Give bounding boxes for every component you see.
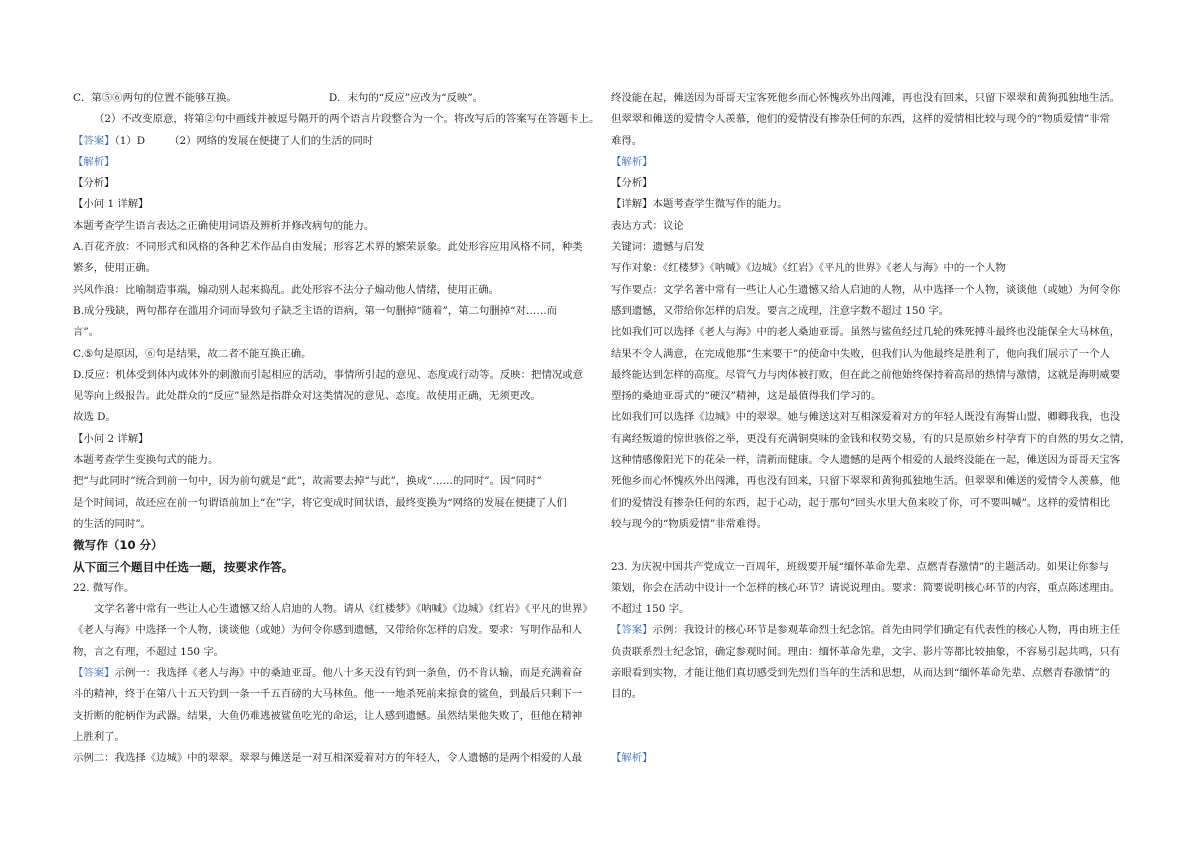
- answer-22-text: 斗的精神，终于在第八十五天钓到一条一千五百磅的大马林鱼。他一一地杀死前来掠食的鲨鱼，到最后只剩下一: [73, 688, 583, 701]
- answer-line: [73, 131, 603, 152]
- section-title: 微写作（10 分）: [73, 538, 163, 553]
- option-d: D．末句的“反应”应改为“反映”。: [328, 92, 484, 104]
- answer-22-text: 示例一：我选择《老人与海》中的桑迪亚哥。他八十多天没有钓到一条鱼，仍不肯认输，而是充满着奋: [114, 667, 583, 680]
- paragraph: 这种情感像阳光下的花朵一样，清新而健康。令人遗憾的是两个相爱的人最终没能在一起，傩送因为哥哥天宝客: [611, 454, 1121, 467]
- paragraph: 结果不令人满意，在完成他那“生来要干”的使命中失败，但我们认为他最终是胜利了，他向我们展示了一个人: [611, 347, 1110, 360]
- paragraph: 塑扬的桑迪亚哥式的“硬汉”精神，这是最值得我们学习的。: [611, 390, 882, 403]
- analysis-label: 【解析】: [611, 155, 653, 168]
- question-22-text: 《老人与海》中选择一个人物，谈谈他（或她）为何令你感到遗憾，又带给你怎样的启发。要求：写明作品和人: [73, 624, 583, 637]
- paragraph: D.反应：机体受到体内或体外的刺激而引起相应的活动，事情所引起的意见、态度或行动等。反映：把情况或意: [73, 368, 584, 381]
- paragraph: 们的爱情没有掺杂任何的东西，起于心动，起于那句“回头水里大鱼来咬了你，可不要叫喊”。这样的爱情相比: [611, 496, 1110, 509]
- paragraph: 是个时间词，故还应在前一句谓语前加上“在”字，将它变成时间状语，最终变换为“网络的发展在便捷了人们: [73, 496, 567, 509]
- paragraph: 死他乡而心怀愧疚外出闯滩，再也没有回来，只留下翠翠和黄狗孤独地生活。但翠翠和傩送的爱情令人羡慕，他: [611, 475, 1121, 488]
- answer-part-1: （1）D: [114, 134, 146, 147]
- paragraph: 故选 D。: [73, 411, 116, 424]
- paragraph: 兴风作浪：比喻制造事端，煽动别人起来捣乱。此处形容不法分子煽动他人情绪，使用正确。: [73, 283, 500, 296]
- left-column: [73, 88, 603, 770]
- question-23-text: 23. 为庆祝中国共产党成立一百周年，班级要开展“缅怀革命先辈、点燃青春激情”的主题活动。如果让你参与: [611, 560, 1110, 573]
- paragraph: 最终能达到怎样的高度。尽管气力与肉体被打败，但在此之前他始终保持着高昂的热情与激情，这就是海明威要: [611, 368, 1121, 381]
- section-instruction: 从下面三个题目中任选一题，按要求作答。: [73, 559, 294, 574]
- answer-part-2: （2）网络的发展在便捷了人们的生活的同时: [169, 134, 374, 147]
- answer-label: 【答案】: [611, 624, 653, 637]
- analysis-label: 【解析】: [611, 752, 653, 765]
- paragraph: 见等向上级报告。此处群众的“反应”显然是指群众对这类情况的意见、态度。故使用正确，无须更改。: [73, 390, 541, 403]
- option-c: C．第⑤⑥两句的位置不能够互换。: [73, 92, 237, 104]
- paragraph: 的生活的同时”。: [73, 517, 152, 530]
- question-22-text: 物，言之有理，不超过 150 字。: [73, 645, 225, 658]
- paragraph: A.百花齐放：不同形式和风格的各种艺术作品自由发展；形容艺术界的繁荣景象。此处形容应用风格不同，种类: [73, 241, 583, 254]
- right-column: [611, 88, 1141, 770]
- subquestion-1-heading: 【小问 1 详解】: [73, 198, 149, 211]
- paragraph: 写作对象：《红楼梦》《呐喊》《边城》《红岩》《平凡的世界》《老人与海》中的一个人物: [611, 262, 1006, 275]
- paragraph: C.⑤句是原因，⑥句是结果，故二者不能互换正确。: [73, 347, 312, 360]
- answer-23-text: 负责联系烈士纪念馆，确定参观时间。理由：缅怀革命先辈，文字、影片等都比较抽象，不容易引起共鸣，只有: [611, 645, 1121, 658]
- question-22-title: 22. 微写作。: [73, 581, 135, 594]
- answer-22-text: 上胜利了。: [73, 730, 125, 743]
- answer-label: 【答案】: [73, 134, 115, 147]
- fenxi-label: 【分析】: [73, 177, 115, 190]
- paragraph: 把“与此同时”统合到前一句中，因为前句就是“此”，故需要去掉“与此”，换成“……的同时”。因“同时”: [73, 475, 542, 488]
- paragraph: 较与现今的“物质爱情”非常难得。: [611, 517, 768, 530]
- paragraph: 终没能在起，傩送因为哥哥天宝客死他乡而心怀愧疚外出闯滩，再也没有回来，只留下翠翠和黄狗孤独地生活。: [611, 92, 1121, 104]
- paragraph: B.成分残缺，两句都存在滥用介词而导致句子缺乏主语的语病，第一句删掉“随着”，第二句删掉“对……而: [73, 304, 558, 317]
- answer-label: 【答案】: [73, 667, 115, 680]
- question-23-text: 策划，你会在活动中设计一个怎样的核心环节？请说说理由。要求：简要说明核心环节的内容，重点陈述理由。: [611, 581, 1121, 594]
- paragraph: 繁多，使用正确。: [73, 262, 157, 275]
- paragraph: 本题考查学生语言表达之正确使用词语及辨析并修改病句的能力。: [73, 219, 375, 232]
- paragraph: 写作要点：文学名著中常有一些让人心生遗憾又给人启迪的人物，从中选择一个人物，谈谈他（或她）为何令你: [611, 283, 1121, 296]
- question-2-instruction: （2）不改变原意，将第②句中画线并被逗号隔开的两个语言片段整合为一个。将改写后的答案写在答题卡上。: [94, 113, 600, 126]
- paragraph: 有离经叛道的惊世骇俗之举，更没有充满铜臭味的金钱和权势交易，有的只是原始乡村孕育下的自然的男女之情，: [611, 432, 1131, 445]
- detail-heading: 【详解】本题考查学生微写作的能力。: [611, 198, 788, 211]
- question-23-text: 不超过 150 字。: [611, 603, 690, 616]
- fenxi-label: 【分析】: [611, 177, 653, 190]
- answer-23-text: 目的。: [611, 688, 643, 701]
- answer-22-line: [73, 663, 603, 684]
- options-cd-row: [73, 88, 603, 109]
- paragraph: 比如我们可以选择《老人与海》中的老人桑迪亚哥。虽然与鲨鱼经过几轮的殊死搏斗最终也没能保全大马林鱼，: [611, 326, 1121, 339]
- paragraph: 但翠翠和傩送的爱情令人羡慕，他们的爱情没有掺杂任何的东西，这样的爱情相比较与现今的“物质爱情”非常: [611, 113, 1110, 126]
- answer-23-text: 示例：我设计的核心环节是参观革命烈士纪念馆。首先由同学们确定有代表性的核心人物，再由班主任: [652, 624, 1121, 637]
- paragraph: 比如我们可以选择《边城》中的翠翠。她与傩送这对互相深爱着对方的年轻人既没有海誓山盟、卿卿我我，也没: [611, 411, 1121, 424]
- answer-23-line: [611, 620, 1141, 641]
- paragraph: 关键词：遗憾与启发: [611, 241, 705, 254]
- subquestion-2-heading: 【小问 2 详解】: [73, 432, 149, 445]
- answer-22-text: 示例二：我选择《边城》中的翠翠。翠翠与傩送是一对互相深爱着对方的年轻人，令人遗憾的是两个相爱的人最: [73, 752, 583, 765]
- paragraph: 感到遗憾，又带给你怎样的启发。要言之成理，注意字数不超过 150 字。: [611, 304, 950, 317]
- question-22-text: 文学名著中常有一些让人心生遗憾又给人启迪的人物。请从《红楼梦》《呐喊》《边城》《红岩》《平凡的世界》: [94, 603, 593, 616]
- paragraph: 表达方式：议论: [611, 219, 684, 232]
- analysis-label: 【解析】: [73, 155, 115, 168]
- paragraph: 本题考查学生变换句式的能力。: [73, 454, 219, 467]
- paragraph: 难得。: [611, 134, 643, 147]
- answer-22-text: 支折断的舵柄作为武器。结果，大鱼仍难逃被鲨鱼吃光的命运，让人感到遗憾。虽然结果他失败了，但他在精神: [73, 709, 583, 722]
- paragraph: 言”。: [73, 326, 100, 339]
- answer-23-text: 亲眼看到实物，才能让他们真切感受到先烈们当年的生活和思想，从而达到“缅怀革命先辈、点燃青春激情”的: [611, 667, 1110, 680]
